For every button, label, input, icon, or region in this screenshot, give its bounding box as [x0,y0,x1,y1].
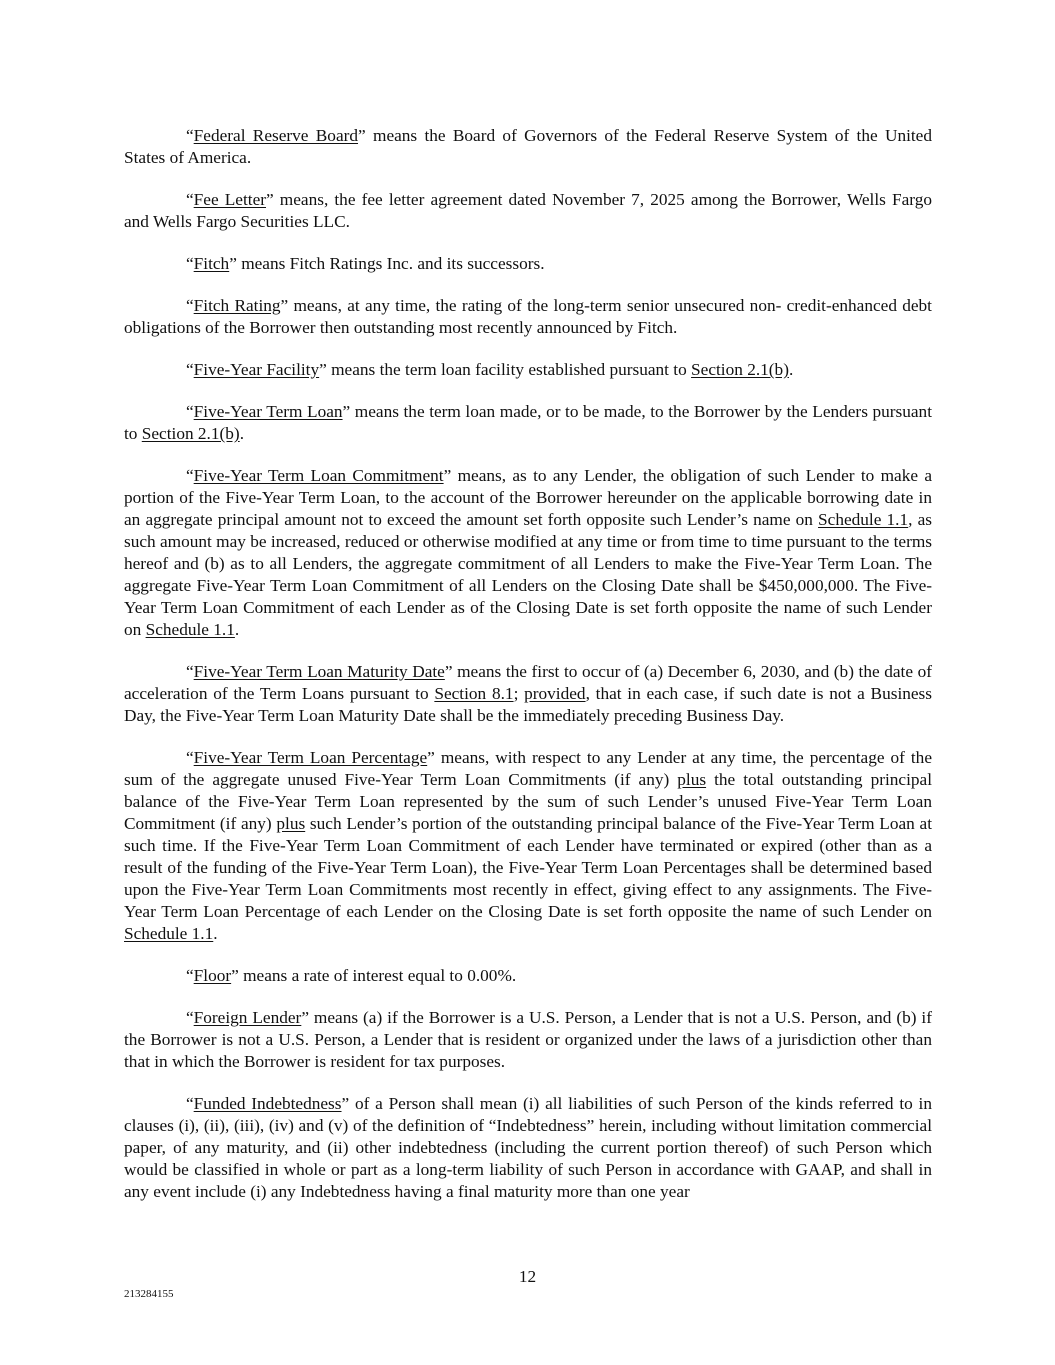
defined-term: Fee Letter [193,190,266,209]
paragraph-text: “ [186,1008,194,1027]
paragraph-text: , that in each case, if such date is not a Business Day, the Five-Year Term Loan Maturity Date shall be the immediately preceding Business Day. [124,684,933,725]
definition-paragraph [124,359,932,381]
defined-term: Foreign Lender [193,1008,302,1027]
paragraph-text: ” means, with respect to any Lender at any time, the percentage of the sum of the aggregate unused Five-Year Term Loan Commitments (if any) [124,748,932,789]
definition-paragraph [124,965,932,987]
document-body [124,125,932,1223]
document-id: 213284155 [124,1288,174,1300]
paragraph-text: ” means, at any time, the rating of the long-term senior unsecured non- credit-enhanced debt obligations of the Borrower then outstanding most recently announced by Fitch. [124,296,932,337]
paragraph-text: “ [186,466,194,485]
paragraph-text: . [234,620,240,639]
definition-paragraph [124,1093,932,1203]
paragraph-text: . [788,360,794,379]
definition-paragraph [124,295,932,339]
paragraph-text: ; [513,684,525,703]
defined-term: Five-Year Term Loan [193,402,343,421]
defined-term: Schedule 1.1 [124,924,214,943]
paragraph-text: ” means, the fee letter agreement dated November 7, 2025 among the Borrower, Wells Fargo and Wells Fargo Securities LLC. [124,190,932,231]
definition-paragraph [124,401,932,445]
paragraph-text: ” means Fitch Ratings Inc. and its successors. [229,254,545,273]
paragraph-text: the total outstanding principal balance of the Five-Year Term Loan represented by the sum of such Lender’s unused Five-Year Term Loan Commitment (if any) [124,770,932,833]
defined-term: Fitch [193,254,230,273]
paragraph-text: “ [186,748,194,767]
defined-term: plus [276,814,306,833]
paragraph-text: . [213,924,218,943]
paragraph-text: “ [186,360,194,379]
defined-term: Five-Year Facility [193,360,320,379]
definition-paragraph [124,189,932,233]
definition-paragraph [124,661,932,727]
paragraph-text: “ [186,296,194,315]
paragraph-text: . [239,424,245,443]
defined-term: Five-Year Term Loan Percentage [193,748,428,767]
definition-paragraph [124,1007,932,1073]
paragraph-text: “ [186,126,194,145]
paragraph-text: , as such amount may be increased, reduced or otherwise modified at any time or from time to time pursuant to the terms hereof and (b) as to all Lenders, the aggregate commitment of all Lenders to make the Five-Year Term Loan. The aggregate Five-Year Term Loan Commitment of all Lenders on the Closing Date shall be $450,000,000. The Five-Year Term Loan Commitment of each Lender as of the Closing Date is set forth opposite the name of such Lender on [124,510,932,639]
definition-paragraph [124,747,932,945]
defined-term: Fitch Rating [193,296,281,315]
definition-paragraph [124,253,932,275]
defined-term: Five-Year Term Loan Commitment [193,466,444,485]
defined-term: Section 8.1 [434,684,514,703]
defined-term: Floor [193,966,232,985]
defined-term: Federal Reserve Board [193,126,359,145]
paragraph-text: such Lender’s portion of the outstanding principal balance of the Five-Year Term Loan at such time. If the Five-Year Term Loan Commitment of each Lender have terminated or expired (other than as a result of the funding of the Five-Year Term Loan), the Five-Year Term Loan Percentages shall be determined based upon the Five-Year Term Loan Commitments most recently in effect, giving effect to any assignments. The Five-Year Term Loan Percentage of each Lender on the Closing Date is set forth opposite the name of such Lender on [124,814,933,921]
paragraph-text: “ [186,662,194,681]
paragraph-text: “ [186,190,194,209]
paragraph-text: ” means the first to occur of (a) December 6, 2030, and (b) the date of acceleration of the Term Loans pursuant to [124,662,932,703]
paragraph-text: “ [186,1094,194,1113]
defined-term: Five-Year Term Loan Maturity Date [193,662,445,681]
paragraph-text: ” means a rate of interest equal to 0.00%. [231,966,517,985]
defined-term: Schedule 1.1 [818,510,909,529]
defined-term: provided [524,684,586,703]
paragraph-text: “ [186,254,194,273]
paragraph-text: ” of a Person shall mean (i) all liabilities of such Person of the kinds referred to in clauses (i), (ii), (iii), (iv) and (v) of the definition of “Indebtedness” herein, including without limitation commercial paper, of any maturity, and (ii) other indebtedness (including the current portion thereof) of such Person which would be classified in whole or part as a long-term liability of such Person in accordance with GAAP, and shall in any event include (i) any Indebtedness having a final maturity more than one year [124,1094,932,1201]
paragraph-text: “ [186,402,194,421]
defined-term: Schedule 1.1 [145,620,235,639]
defined-term: Funded Indebtedness [193,1094,342,1113]
paragraph-text: ” means (a) if the Borrower is a U.S. Person, a Lender that is not a U.S. Person, and (b) if the Borrower is not a U.S. Person, a Lender that is resident or organized under the laws of a jurisdiction other than that in which the Borrower is resident for tax purposes. [124,1008,932,1071]
paragraph-text: ” means the term loan made, or to be made, to the Borrower by the Lenders pursuant to [124,402,932,443]
definition-paragraph [124,125,932,169]
paragraph-text: ” means the Board of Governors of the Federal Reserve System of the United States of America. [124,126,932,167]
paragraph-text: ” means the term loan facility established pursuant to [319,360,692,379]
definition-paragraph [124,465,932,641]
paragraph-text: “ [186,966,194,985]
defined-term: Section 2.1(b) [691,360,789,379]
paragraph-text: ” means, as to any Lender, the obligation of such Lender to make a portion of the Five-Year Term Loan, to the account of the Borrower hereunder on the applicable borrowing date in an aggregate principal amount not to exceed the amount set forth opposite such Lender’s name on [124,466,933,529]
defined-term: plus [677,770,707,789]
page-number: 12 [518,1267,537,1286]
defined-term: Section 2.1(b) [141,424,240,443]
